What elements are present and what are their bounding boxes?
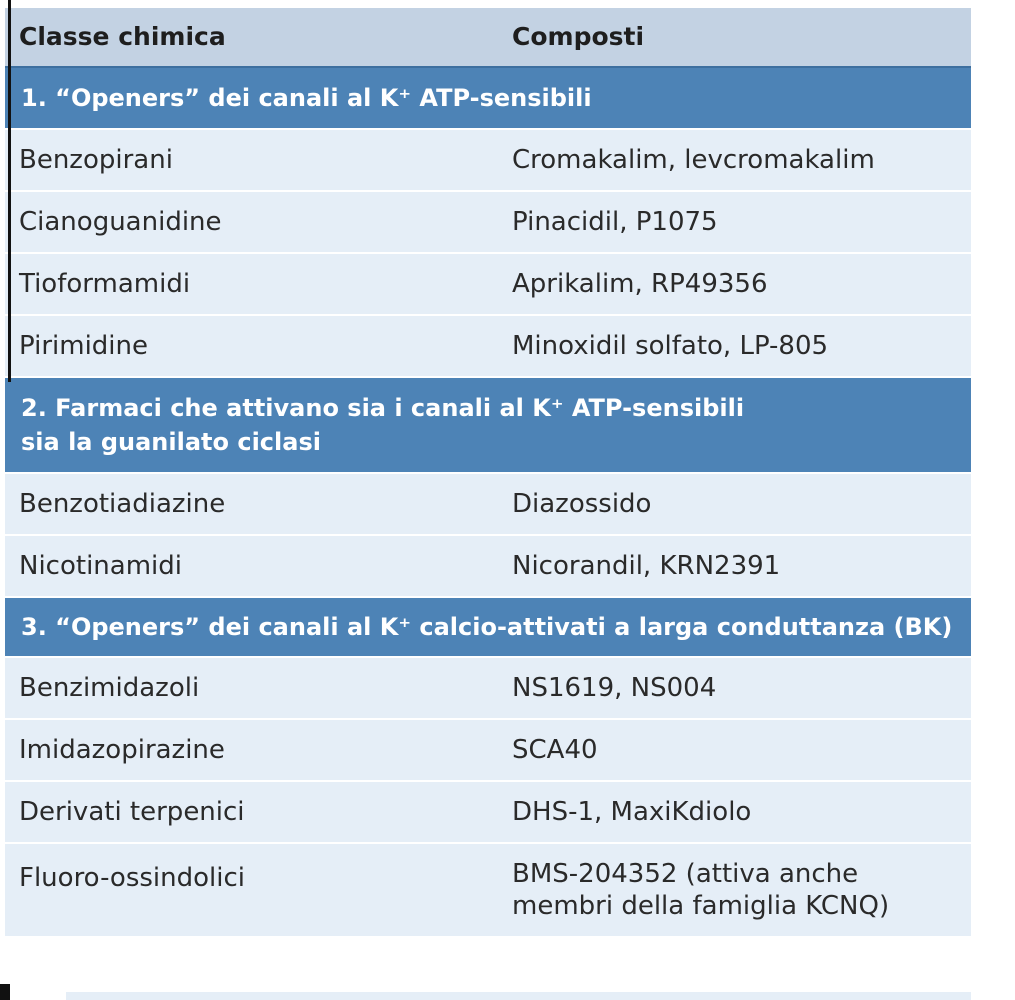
- table-row: [5, 658, 971, 720]
- classe-cell: Derivati terpenici: [19, 797, 245, 827]
- composti-cell: Diazossido: [512, 489, 652, 519]
- table-header: [5, 8, 971, 68]
- section-1-row: [5, 68, 971, 130]
- left-margin-line: [8, 0, 11, 382]
- table-row: [5, 316, 971, 378]
- bottom-strip: [66, 992, 971, 1000]
- corner-mark: [0, 984, 10, 1000]
- classe-cell: Benzotiadiazine: [19, 489, 226, 519]
- table-row: [5, 720, 971, 782]
- classe-cell: Fluoro-ossindolici: [19, 863, 246, 893]
- section-2-title: 2. Farmaci che attivano sia i canali al K⁺ ATP-sensibili sia la guanilato ciclasi: [21, 394, 745, 456]
- table-row: [5, 536, 971, 598]
- section-3-title: 3. “Openers” dei canali al K⁺ calcio-attivati a larga conduttanza (BK): [21, 613, 953, 641]
- composti-cell: Nicorandil, KRN2391: [512, 551, 781, 581]
- classe-cell: Cianoguanidine: [19, 207, 222, 237]
- section-2-row: [5, 378, 971, 474]
- classe-cell: Pirimidine: [19, 331, 148, 361]
- classe-cell: Tioformamidi: [19, 269, 191, 299]
- header-composti: Composti: [512, 22, 645, 51]
- compounds-table: [5, 8, 971, 938]
- classe-cell: Imidazopirazine: [19, 735, 225, 765]
- table-row: [5, 782, 971, 844]
- classe-cell: Benzimidazoli: [19, 673, 200, 703]
- table-row: [5, 254, 971, 316]
- composti-cell: Cromakalim, levcromakalim: [512, 145, 875, 175]
- composti-cell: Minoxidil solfato, LP-805: [512, 331, 829, 361]
- composti-cell: DHS-1, MaxiKdiolo: [512, 797, 752, 827]
- header-classe-chimica: Classe chimica: [19, 22, 226, 51]
- table-row: [5, 844, 971, 938]
- section-1-title: 1. “Openers” dei canali al K⁺ ATP-sensibili: [21, 84, 592, 112]
- composti-cell: Pinacidil, P1075: [512, 207, 718, 237]
- composti-cell: BMS-204352 (attiva anche membri della famiglia KCNQ): [512, 859, 890, 921]
- composti-cell: SCA40: [512, 735, 598, 765]
- section-3-row: [5, 598, 971, 658]
- table-row: [5, 474, 971, 536]
- composti-cell: Aprikalim, RP49356: [512, 269, 768, 299]
- table-row: [5, 130, 971, 192]
- classe-cell: Nicotinamidi: [19, 551, 182, 581]
- composti-cell: NS1619, NS004: [512, 673, 717, 703]
- table-row: [5, 192, 971, 254]
- classe-cell: Benzopirani: [19, 145, 173, 175]
